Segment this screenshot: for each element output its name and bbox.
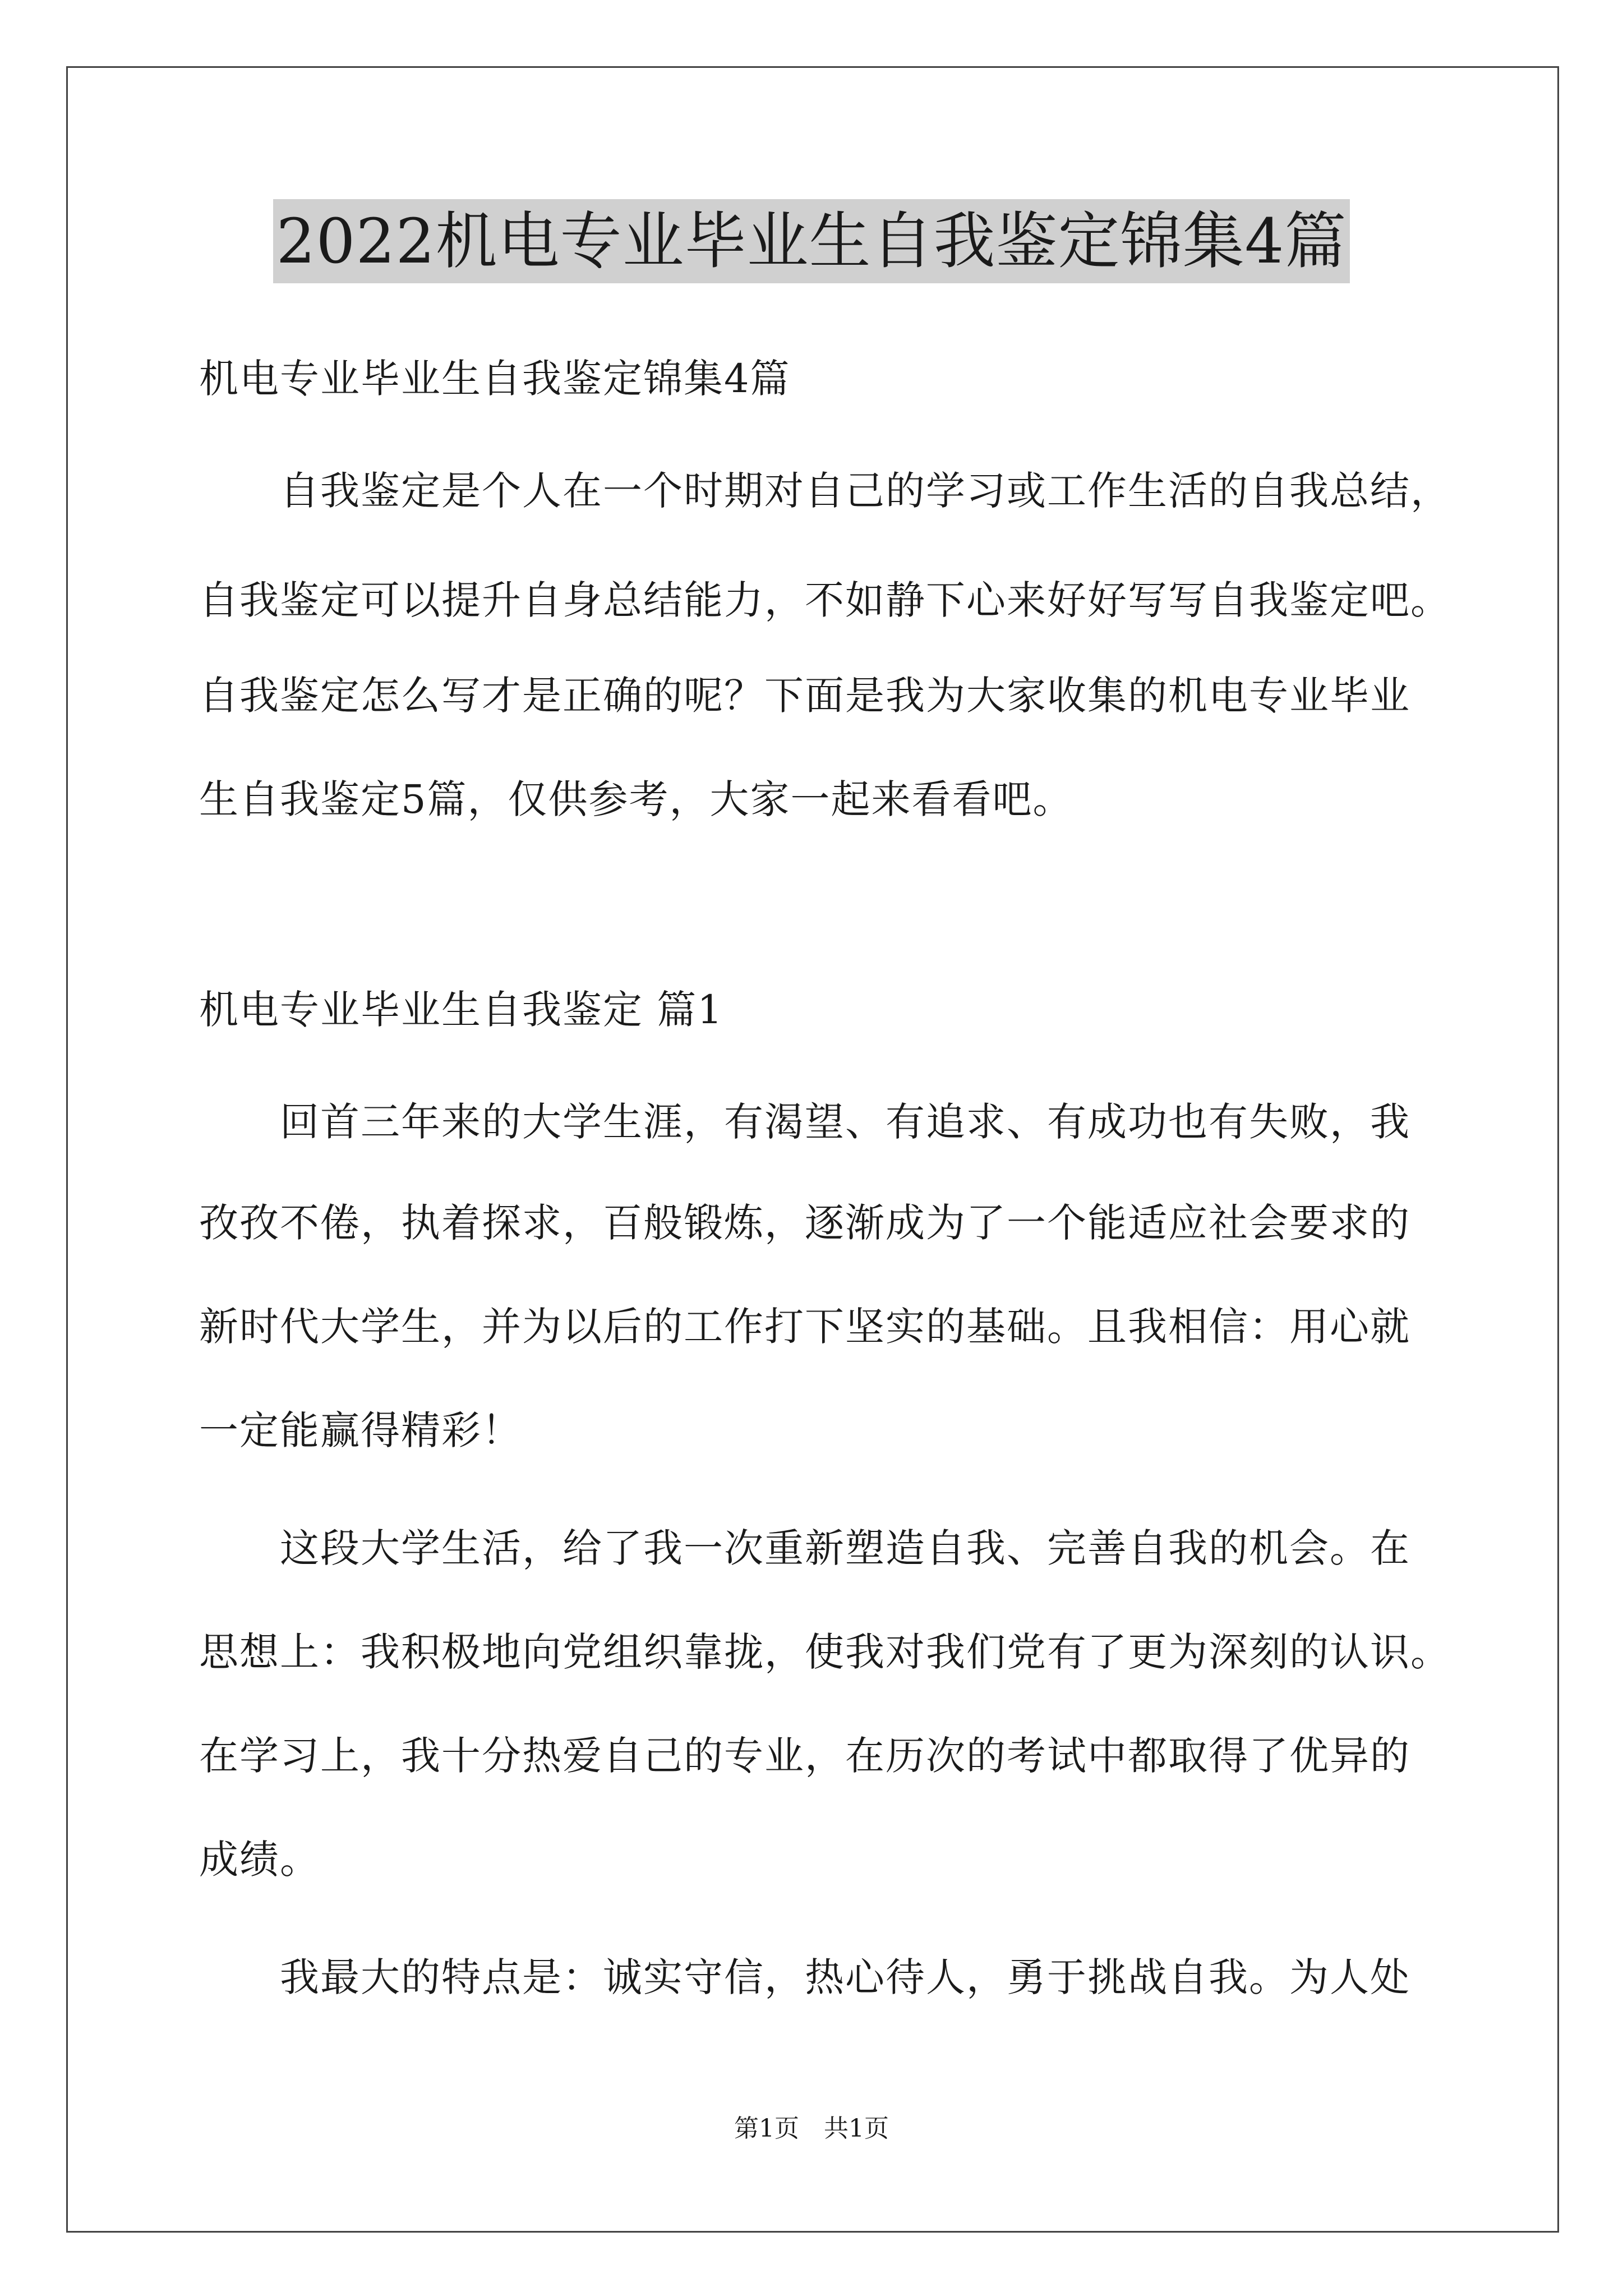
paragraph-line: 在学习上，我十分热爱自己的专业，在历次的考试中都取得了优异的 [199,1733,1410,1779]
intro-line: 自我鉴定是个人在一个时期对自己的学习或工作生活的自我总结， [199,468,1451,514]
intro-line: 生自我鉴定5篇，仅供参考，大家一起来看看吧。 [199,776,1073,822]
section-heading: 机电专业毕业生自我鉴定 篇1 [199,987,723,1033]
paragraph-line: 这段大学生活，给了我一次重新塑造自我、完善自我的机会。在 [199,1525,1410,1571]
paragraph-line: 我最大的特点是：诚实守信，热心待人，勇于挑战自我。为人处 [199,1954,1410,2000]
intro-line: 自我鉴定怎么写才是正确的呢？下面是我为大家收集的机电专业毕业 [199,673,1410,719]
paragraph-line: 回首三年来的大学生涯，有渴望、有追求、有成功也有失败，我 [199,1099,1410,1145]
document-title: 2022机电专业毕业生自我鉴定锦集4篇 [273,199,1350,283]
title-container [0,199,1623,283]
document-subtitle: 机电专业毕业生自我鉴定锦集4篇 [199,356,791,402]
page-footer: 第1页 共1页 [734,2114,889,2143]
paragraph-line: 孜孜不倦，执着探求，百般锻炼，逐渐成为了一个能适应社会要求的 [199,1200,1410,1246]
paragraph-line: 新时代大学生，并为以后的工作打下坚实的基础。且我相信：用心就 [199,1304,1410,1350]
paragraph-line: 一定能赢得精彩！ [199,1407,522,1453]
intro-line: 自我鉴定可以提升自身总结能力，不如静下心来好好写写自我鉴定吧。 [199,577,1451,623]
paragraph-line: 思想上：我积极地向党组织靠拢，使我对我们党有了更为深刻的认识。 [199,1629,1451,1675]
paragraph-line: 成绩。 [199,1837,320,1883]
